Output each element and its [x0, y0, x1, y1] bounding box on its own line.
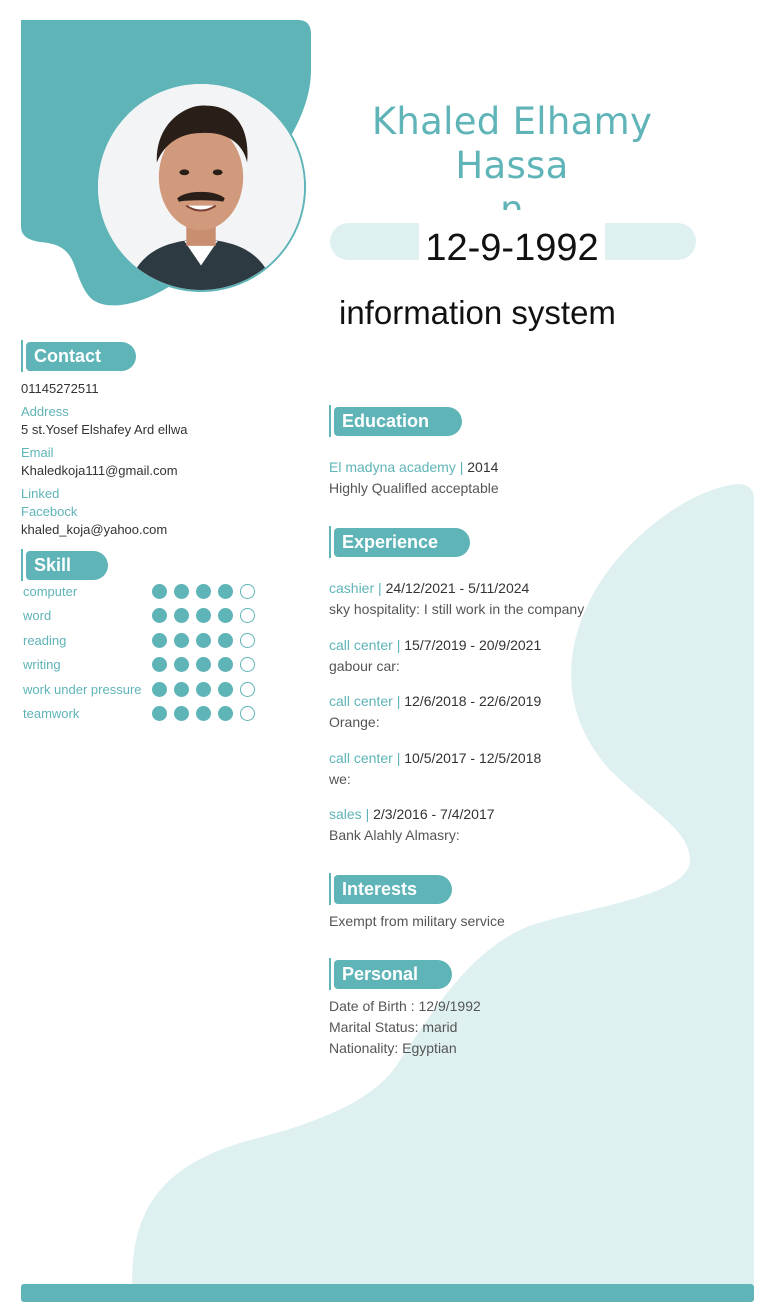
- skill-label: word: [23, 608, 52, 624]
- skill-heading: [21, 550, 108, 580]
- personal-heading-label: Personal: [334, 960, 452, 989]
- education-detail: Highly Qualifled acceptable: [329, 480, 499, 496]
- experience-company: we:: [329, 770, 351, 787]
- education-school: El madyna academy: [329, 459, 456, 475]
- rating-dot-filled-icon: [218, 584, 233, 599]
- section-divider: [329, 873, 331, 905]
- experience-entry: [329, 691, 541, 712]
- rating-dot-filled-icon: [196, 682, 211, 697]
- job-title: information system: [339, 294, 616, 331]
- skill-rating: [152, 706, 255, 721]
- education-year: 2014: [467, 459, 499, 475]
- skill-rating: [152, 682, 255, 697]
- experience-company: gabour car:: [329, 657, 400, 674]
- skill-label: work under pressure: [23, 681, 142, 697]
- skill-row: [23, 607, 263, 625]
- avatar: [96, 82, 306, 292]
- separator: |: [392, 749, 405, 766]
- experience-role: call center: [329, 749, 393, 766]
- experience-dates: 15/7/2019 - 20/9/2021: [404, 636, 542, 653]
- experience-entry: [329, 748, 541, 769]
- contact-heading: [21, 341, 136, 371]
- skill-row: [23, 656, 263, 674]
- personal-marital: Marital Status: marid: [329, 1019, 458, 1035]
- separator: |: [392, 693, 405, 710]
- footer-bar: [21, 1284, 754, 1302]
- skill-row: [23, 681, 263, 699]
- rating-dot-filled-icon: [218, 608, 233, 623]
- skill-row: [23, 632, 263, 650]
- experience-role: sales: [329, 806, 362, 823]
- contact-phone: 01145272511: [21, 381, 99, 396]
- name-line-1: Khaled Elhamy Hassa: [371, 100, 653, 187]
- rating-dot-filled-icon: [174, 682, 189, 697]
- rating-dot-filled-icon: [174, 657, 189, 672]
- contact-heading-label: Contact: [26, 342, 136, 371]
- contact-email[interactable]: Khaledkoja111@gmail.com: [21, 463, 178, 478]
- rating-dot-filled-icon: [174, 584, 189, 599]
- rating-dot-filled-icon: [196, 657, 211, 672]
- profile-photo-icon: [98, 84, 304, 290]
- experience-dates: 12/6/2018 - 22/6/2019: [404, 693, 542, 710]
- rating-dot-filled-icon: [174, 633, 189, 648]
- skill-rating: [152, 633, 255, 648]
- experience-company: Bank Alahly Almasry:: [329, 827, 460, 844]
- experience-heading-label: Experience: [334, 528, 470, 557]
- skill-label: writing: [23, 657, 61, 673]
- rating-dot-filled-icon: [196, 608, 211, 623]
- experience-entry: [329, 635, 541, 656]
- contact-address: 5 st.Yosef Elshafey Ard ellwa: [21, 422, 188, 437]
- email-label: Email: [21, 445, 54, 460]
- personal-dob: Date of Birth : 12/9/1992: [329, 998, 481, 1014]
- education-heading-label: Education: [334, 407, 462, 436]
- interests-heading: [329, 874, 452, 904]
- skill-rating: [152, 608, 255, 623]
- rating-dot-filled-icon: [152, 633, 167, 648]
- rating-dot-filled-icon: [174, 706, 189, 721]
- experience-dates: 24/12/2021 - 5/11/2024: [385, 580, 530, 596]
- experience-company: sky hospitality: I still work in the company: [329, 601, 585, 617]
- rating-dot-empty-icon: [240, 657, 255, 672]
- separator: |: [455, 459, 468, 475]
- rating-dot-filled-icon: [218, 706, 233, 721]
- personal-nationality: Nationality: Egyptian: [329, 1040, 457, 1056]
- experience-role: call center: [329, 693, 393, 710]
- separator: |: [361, 806, 374, 823]
- rating-dot-filled-icon: [196, 584, 211, 599]
- section-divider: [21, 340, 23, 372]
- separator: |: [374, 580, 386, 596]
- skill-rating: [152, 584, 255, 599]
- personal-heading: [329, 959, 452, 989]
- rating-dot-filled-icon: [218, 657, 233, 672]
- contact-facebook[interactable]: khaled_koja@yahoo.com: [21, 522, 168, 537]
- rating-dot-empty-icon: [240, 682, 255, 697]
- rating-dot-empty-icon: [240, 608, 255, 623]
- rating-dot-filled-icon: [152, 608, 167, 623]
- skill-label: computer: [23, 584, 78, 599]
- separator: |: [392, 636, 405, 653]
- education-entry: [329, 457, 498, 478]
- address-label: Address: [21, 404, 69, 419]
- rating-dot-empty-icon: [240, 706, 255, 721]
- rating-dot-filled-icon: [218, 633, 233, 648]
- rating-dot-filled-icon: [152, 682, 167, 697]
- dob-text: 12-9-1992: [419, 210, 605, 286]
- section-divider: [21, 549, 23, 581]
- interests-text: Exempt from military service: [329, 913, 505, 929]
- rating-dot-filled-icon: [218, 682, 233, 697]
- experience-dates: 2/3/2016 - 7/4/2017: [373, 806, 495, 823]
- skill-rating: [152, 657, 255, 672]
- section-divider: [329, 958, 331, 990]
- rating-dot-filled-icon: [152, 706, 167, 721]
- section-divider: [329, 526, 331, 558]
- skill-row: [23, 583, 263, 601]
- facebook-label: Facebock: [21, 504, 78, 519]
- rating-dot-filled-icon: [152, 584, 167, 599]
- interests-heading-label: Interests: [334, 875, 452, 904]
- rating-dot-filled-icon: [174, 608, 189, 623]
- experience-heading: [329, 527, 470, 557]
- education-heading: [329, 406, 462, 436]
- experience-role: call center: [329, 636, 393, 653]
- skill-row: [23, 705, 263, 723]
- experience-company: Orange:: [329, 714, 380, 731]
- experience-entry: [329, 804, 495, 825]
- skill-heading-label: Skill: [26, 551, 108, 580]
- linked-label: Linked: [21, 486, 60, 501]
- experience-dates: 10/5/2017 - 12/5/2018: [404, 749, 542, 766]
- rating-dot-filled-icon: [152, 657, 167, 672]
- skill-label: teamwork: [23, 706, 80, 721]
- rating-dot-filled-icon: [196, 706, 211, 721]
- skill-label: reading: [23, 632, 67, 648]
- section-divider: [329, 405, 331, 437]
- experience-entry: [329, 578, 529, 599]
- experience-role: cashier: [329, 580, 375, 596]
- rating-dot-filled-icon: [196, 633, 211, 648]
- rating-dot-empty-icon: [240, 633, 255, 648]
- rating-dot-empty-icon: [240, 584, 255, 599]
